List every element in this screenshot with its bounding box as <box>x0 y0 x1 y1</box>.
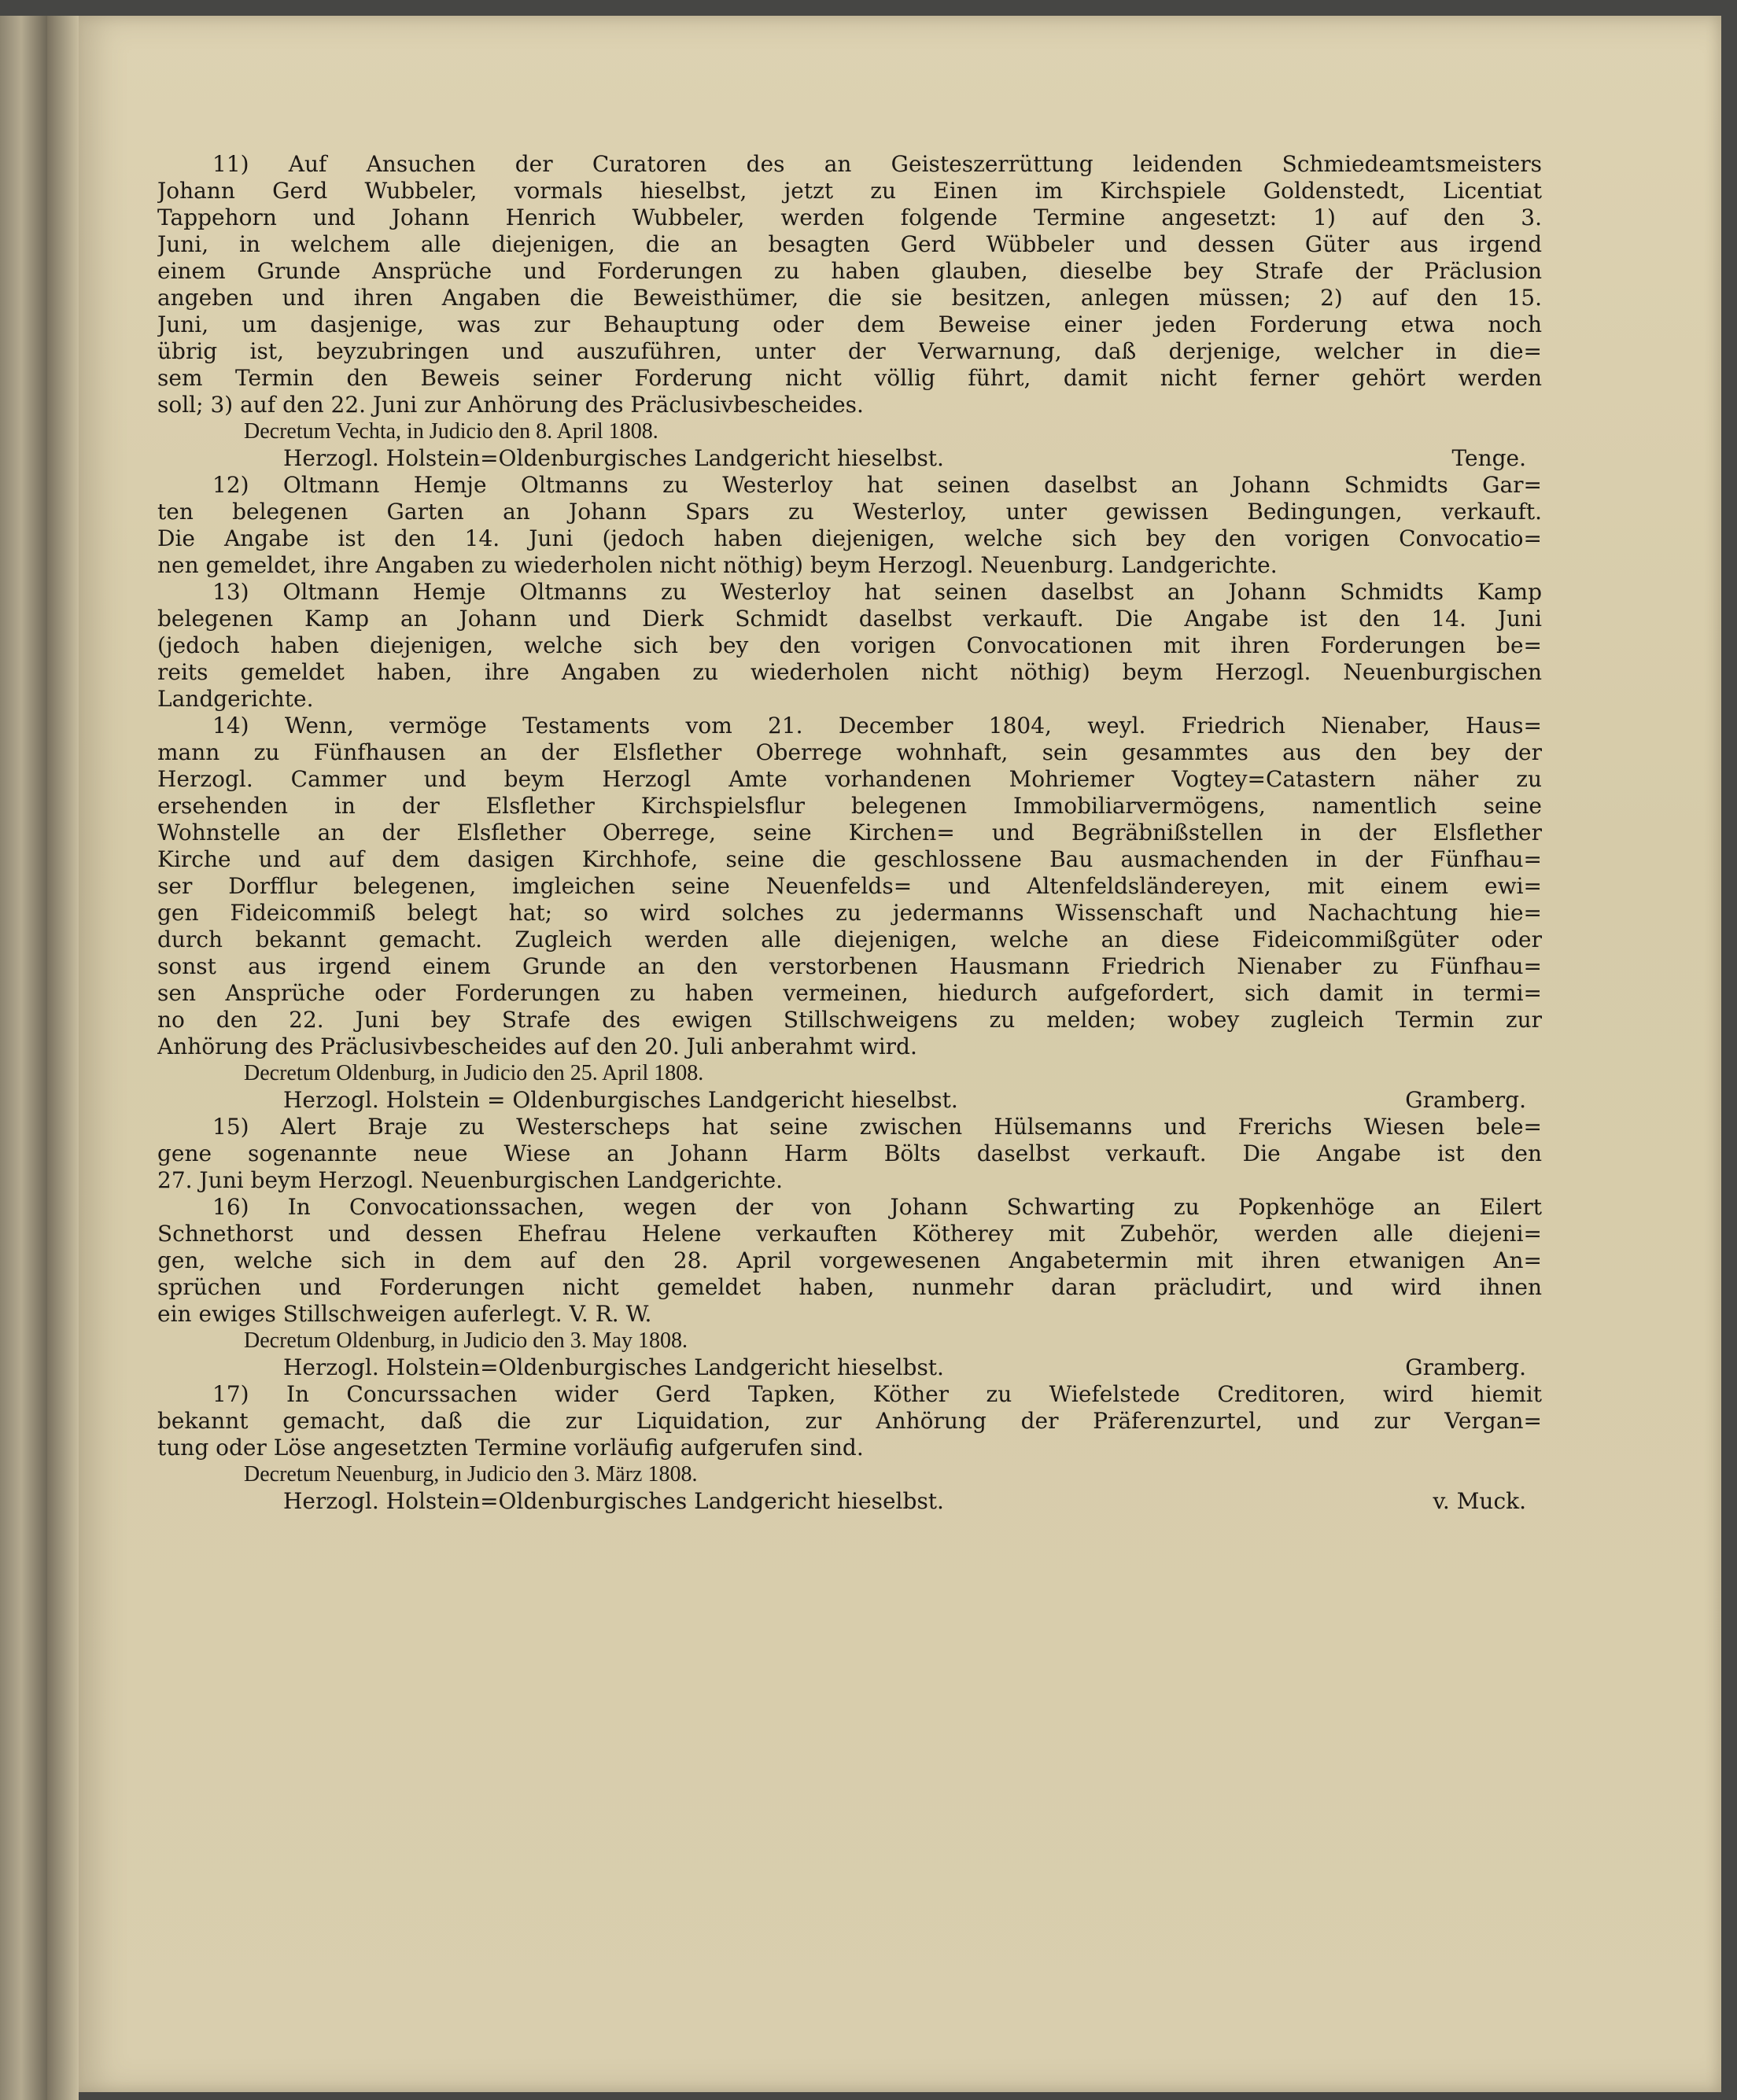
text-line: tung oder Löse angesetzten Termine vorläufig aufgerufen sind. <box>157 1435 864 1461</box>
text-column <box>157 151 1542 1984</box>
court-signature-row <box>157 1354 1542 1381</box>
text-line: 12) Oltmann Hemje Oltmanns zu Westerloy hat seinen daselbst an Johann Schmidts Gar= <box>212 472 1542 498</box>
notice-14 <box>157 713 1542 1114</box>
text-line: ser Dorfflur belegenen, imgleichen seine Neuenfelds= und Altenfeldsländereyen, mit einem ewi= <box>157 873 1542 899</box>
court-name: Herzogl. Holstein=Oldenburgisches Landgericht hieselbst. <box>283 445 944 471</box>
text-line: soll; 3) auf den 22. Juni zur Anhörung des Präclusivbescheides. <box>157 392 864 418</box>
text-line: Johann Gerd Wubbeler, vormals hieselbst, jetzt zu Einen im Kirchspiele Goldenstedt, Licentiat <box>157 178 1542 204</box>
text-line: Anhörung des Präclusivbescheides auf den 20. Juli anberahmt wird. <box>157 1033 917 1059</box>
previous-page-edge <box>0 16 47 2100</box>
text-line: sprüchen und Forderungen nicht gemeldet haben, nunmehr daran präcludirt, und wird ihnen <box>157 1274 1542 1300</box>
text-line: belegenen Kamp an Johann und Dierk Schmidt daselbst verkauft. Die Angabe ist den 14. Juni <box>157 606 1542 632</box>
text-line: 27. Juni beym Herzogl. Neuenburgischen Landgerichte. <box>157 1167 784 1193</box>
text-line: ten belegenen Garten an Johann Spars zu Westerloy, unter gewissen Bedingungen, verkauft. <box>157 499 1542 525</box>
notice-11 <box>157 151 1542 472</box>
decree-line: Decretum Neuenburg, in Judicio den 3. März 1808. <box>244 1462 698 1487</box>
signature: Gramberg. <box>1405 1087 1526 1113</box>
text-line: 13) Oltmann Hemje Oltmanns zu Westerloy hat seinen daselbst an Johann Schmidts Kamp <box>212 579 1542 605</box>
text-line: übrig ist, beyzubringen und auszuführen, unter der Verwarnung, daß derjenige, welcher in die= <box>157 338 1542 364</box>
text-line: sen Ansprüche oder Forderungen zu haben vermeinen, hiedurch aufgefordert, sich damit in termi= <box>157 980 1542 1006</box>
text-line: Juni, um dasjenige, was zur Behauptung oder dem Beweise einer jeden Forderung etwa noch <box>157 311 1542 337</box>
court-name: Herzogl. Holstein=Oldenburgisches Landgericht hieselbst. <box>283 1488 944 1514</box>
decree-line: Decretum Vechta, in Judicio den 8. April 1808. <box>244 419 658 444</box>
text-line: durch bekannt gemacht. Zugleich werden alle diejenigen, welche an diese Fideicommißgüter oder <box>157 927 1542 952</box>
notice-13 <box>157 579 1542 713</box>
text-line: einem Grunde Ansprüche und Forderungen zu haben glauben, dieselbe bey Strafe der Präclusion <box>157 258 1542 284</box>
text-line: bekannt gemacht, daß die zur Liquidation, zur Anhörung der Präferenzurtel, und zur Vergan= <box>157 1408 1542 1434</box>
text-line: 17) In Concurssachen wider Gerd Tapken, Köther zu Wiefelstede Creditoren, wird hiemit <box>212 1381 1542 1407</box>
decree-line: Decretum Oldenburg, in Judicio den 3. May 1808. <box>244 1328 688 1353</box>
text-line: 11) Auf Ansuchen der Curatoren des an Geisteszerrüttung leidenden Schmiedeamtsmeisters <box>212 151 1542 177</box>
text-line: gene sogenannte neue Wiese an Johann Harm Bölts daselbst verkauft. Die Angabe ist den <box>157 1140 1542 1166</box>
text-line: ersehenden in der Elsflether Kirchspielsflur belegenen Immobiliarvermögens, namentlich seine <box>157 793 1542 819</box>
court-name: Herzogl. Holstein=Oldenburgisches Landgericht hieselbst. <box>283 1354 944 1380</box>
document-page <box>79 16 1721 2092</box>
text-line: Wohnstelle an der Elsflether Oberrege, seine Kirchen= und Begräbnißstellen in der Elsflether <box>157 820 1542 846</box>
text-line: gen, welche sich in dem auf den 28. April vorgewesenen Angabetermin mit ihren etwanigen An= <box>157 1247 1542 1273</box>
text-line: Juni, in welchem alle diejenigen, die an besagten Gerd Wübbeler und dessen Güter aus irgend <box>157 231 1542 257</box>
text-line: sem Termin den Beweis seiner Forderung nicht völlig führt, damit nicht ferner gehört werden <box>157 365 1542 391</box>
text-line: Kirche und auf dem dasigen Kirchhofe, seine die geschlossene Bau ausmachenden in der Fünfhau= <box>157 846 1542 872</box>
text-line: mann zu Fünfhausen an der Elsflether Oberrege wohnhaft, sein gesammtes aus den bey der <box>157 739 1542 765</box>
notice-15 <box>157 1114 1542 1194</box>
text-line: 16) In Convocationssachen, wegen der von Johann Schwarting zu Popkenhöge an Eilert <box>212 1194 1542 1220</box>
notice-12 <box>157 472 1542 579</box>
text-line: gen Fideicommiß belegt hat; so wird solches zu jedermanns Wissenschaft und Nachachtung hie= <box>157 900 1542 926</box>
signature: v. Muck. <box>1433 1488 1526 1514</box>
text-line: ein ewiges Stillschweigen auferlegt. V. R. W. <box>157 1301 652 1327</box>
text-line: Die Angabe ist den 14. Juni (jedoch haben diejenigen, welche sich bey den vorigen Convocatio= <box>157 525 1542 551</box>
text-line: nen gemeldet, ihre Angaben zu wiederholen nicht nöthig) beym Herzogl. Neuenburg. Landgerichte. <box>157 552 1278 578</box>
text-line: 14) Wenn, vermöge Testaments vom 21. December 1804, weyl. Friedrich Nienaber, Haus= <box>212 713 1542 739</box>
text-line: 15) Alert Braje zu Westerscheps hat seine zwischen Hülsemanns und Frerichs Wiesen bele= <box>212 1114 1542 1140</box>
court-signature-row <box>157 1087 1542 1114</box>
text-line: reits gemeldet haben, ihre Angaben zu wiederholen nicht nöthig) beym Herzogl. Neuenburgischen <box>157 659 1542 685</box>
page-gutter <box>47 16 79 2100</box>
court-signature-row <box>157 1488 1542 1515</box>
text-line: angeben und ihren Angaben die Beweisthümer, die sie besitzen, anlegen müssen; 2) auf den 15. <box>157 285 1542 311</box>
text-line: Herzogl. Cammer und beym Herzogl Amte vorhandenen Mohriemer Vogtey=Catastern näher zu <box>157 766 1542 792</box>
notice-17 <box>157 1381 1542 1515</box>
text-line: Tappehorn und Johann Henrich Wubbeler, werden folgende Termine angesetzt: 1) auf den 3. <box>157 204 1542 230</box>
signature: Gramberg. <box>1405 1354 1526 1380</box>
text-line: (jedoch haben diejenigen, welche sich bey den vorigen Convocationen mit ihren Forderungen be= <box>157 632 1542 658</box>
court-name: Herzogl. Holstein = Oldenburgisches Landgericht hieselbst. <box>283 1087 958 1113</box>
text-line: sonst aus irgend einem Grunde an den verstorbenen Hausmann Friedrich Nienaber zu Fünfhau= <box>157 953 1542 979</box>
court-signature-row <box>157 445 1542 472</box>
text-line: Landgerichte. <box>157 686 314 712</box>
notice-16 <box>157 1194 1542 1381</box>
decree-line: Decretum Oldenburg, in Judicio den 25. April 1808. <box>244 1061 704 1085</box>
text-line: Schnethorst und dessen Ehefrau Helene verkauften Kötherey mit Zubehör, werden alle diejeni= <box>157 1221 1542 1247</box>
text-line: no den 22. Juni bey Strafe des ewigen Stillschweigens zu melden; wobey zugleich Termin zur <box>157 1007 1542 1033</box>
signature: Tenge. <box>1451 445 1526 471</box>
